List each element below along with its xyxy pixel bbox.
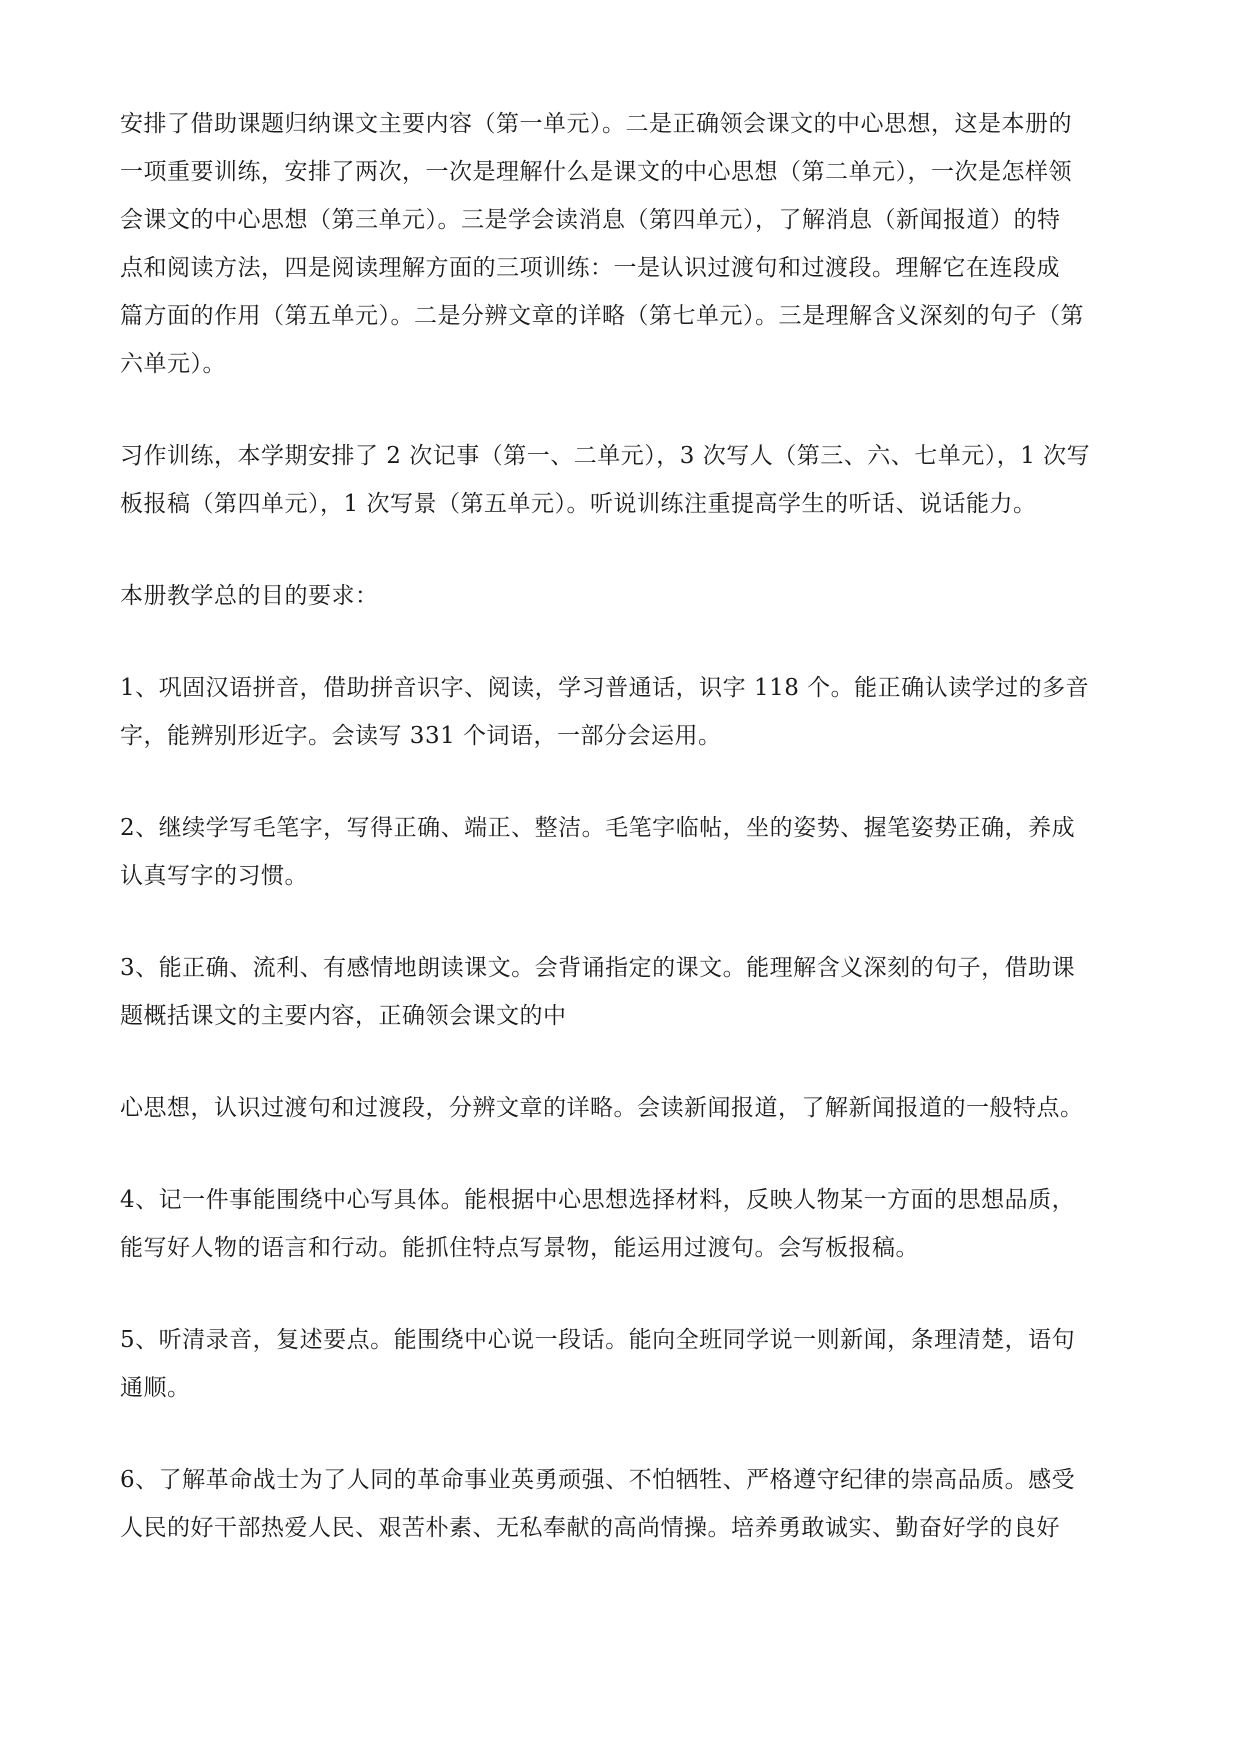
paragraph-goal-3: 3、能正确、流利、有感情地朗读课文。会背诵指定的课文。能理解含义深刻的句子，借助课 题概括课文的主要内容，正确领会课文的中 (120, 955, 1076, 1029)
paragraph-goal-2: 2、继续学写毛笔字，写得正确、端正、整洁。毛笔字临帖，坐的姿势、握笔姿势正确，养成 认真写字的习惯。 (120, 815, 1076, 889)
paragraph-goal-4: 4、记一件事能围绕中心写具体。能根据中心思想选择材料，反映人物某一方面的思想品质， 能写好人物的语言和行动。能抓住特点写景物，能运用过渡句。会写板报稿。 (120, 1187, 1076, 1261)
paragraph-goal-3-continued: 心思想，认识过渡句和过渡段，分辨文章的详略。会读新闻报道，了解新闻报道的一般特点。 (120, 1095, 1084, 1121)
paragraph-goal-6: 6、了解革命战士为了人同的革命事业英勇顽强、不怕牺牲、严格遵守纪律的崇高品质。感受 人民的好干部热爱人民、艰苦朴素、无私奉献的高尚情操。培养勇敢诚实、勤奋好学的良好 (120, 1467, 1076, 1541)
paragraph-goals-heading: 本册教学总的目的要求： (120, 583, 379, 609)
paragraph-reading-training: 安排了借助课题归纳课文主要内容（第一单元）。二是正确领会课文的中心思想，这是本册的 一项重要训练，安排了两次，一次是理解什么是课文的中心思想（第二单元），一次是怎样领 会课文的中心思想（第三单元）。三是学会读消息（第四单元），了解消息（新闻报道）的特 点和阅读方法，四是阅读理解方面的三项训练：一是认识过渡句和过渡段。理解它在连段成 篇方面的作用（第五单元）。二是分辨文章的详略（第七单元）。三是理解含义深刻的句子（第 六单元）。 (120, 111, 1084, 377)
paragraph-writing-training: 习作训练，本学期安排了 2 次记事（第一、二单元），3 次写人（第三、六、七单元），1 次写 板报稿（第四单元），1 次写景（第五单元）。听说训练注重提高学生的听话、说话能力。 (120, 443, 1091, 517)
paragraph-goal-5: 5、听清录音，复述要点。能围绕中心说一段话。能向全班同学说一则新闻，条理清楚，语句 通顺。 (120, 1327, 1076, 1401)
paragraph-goal-1: 1、巩固汉语拼音，借助拼音识字、阅读，学习普通话，识字 118 个。能正确认读学过的多音 字，能辨别形近字。会读写 331 个词语，一部分会运用。 (120, 675, 1090, 749)
